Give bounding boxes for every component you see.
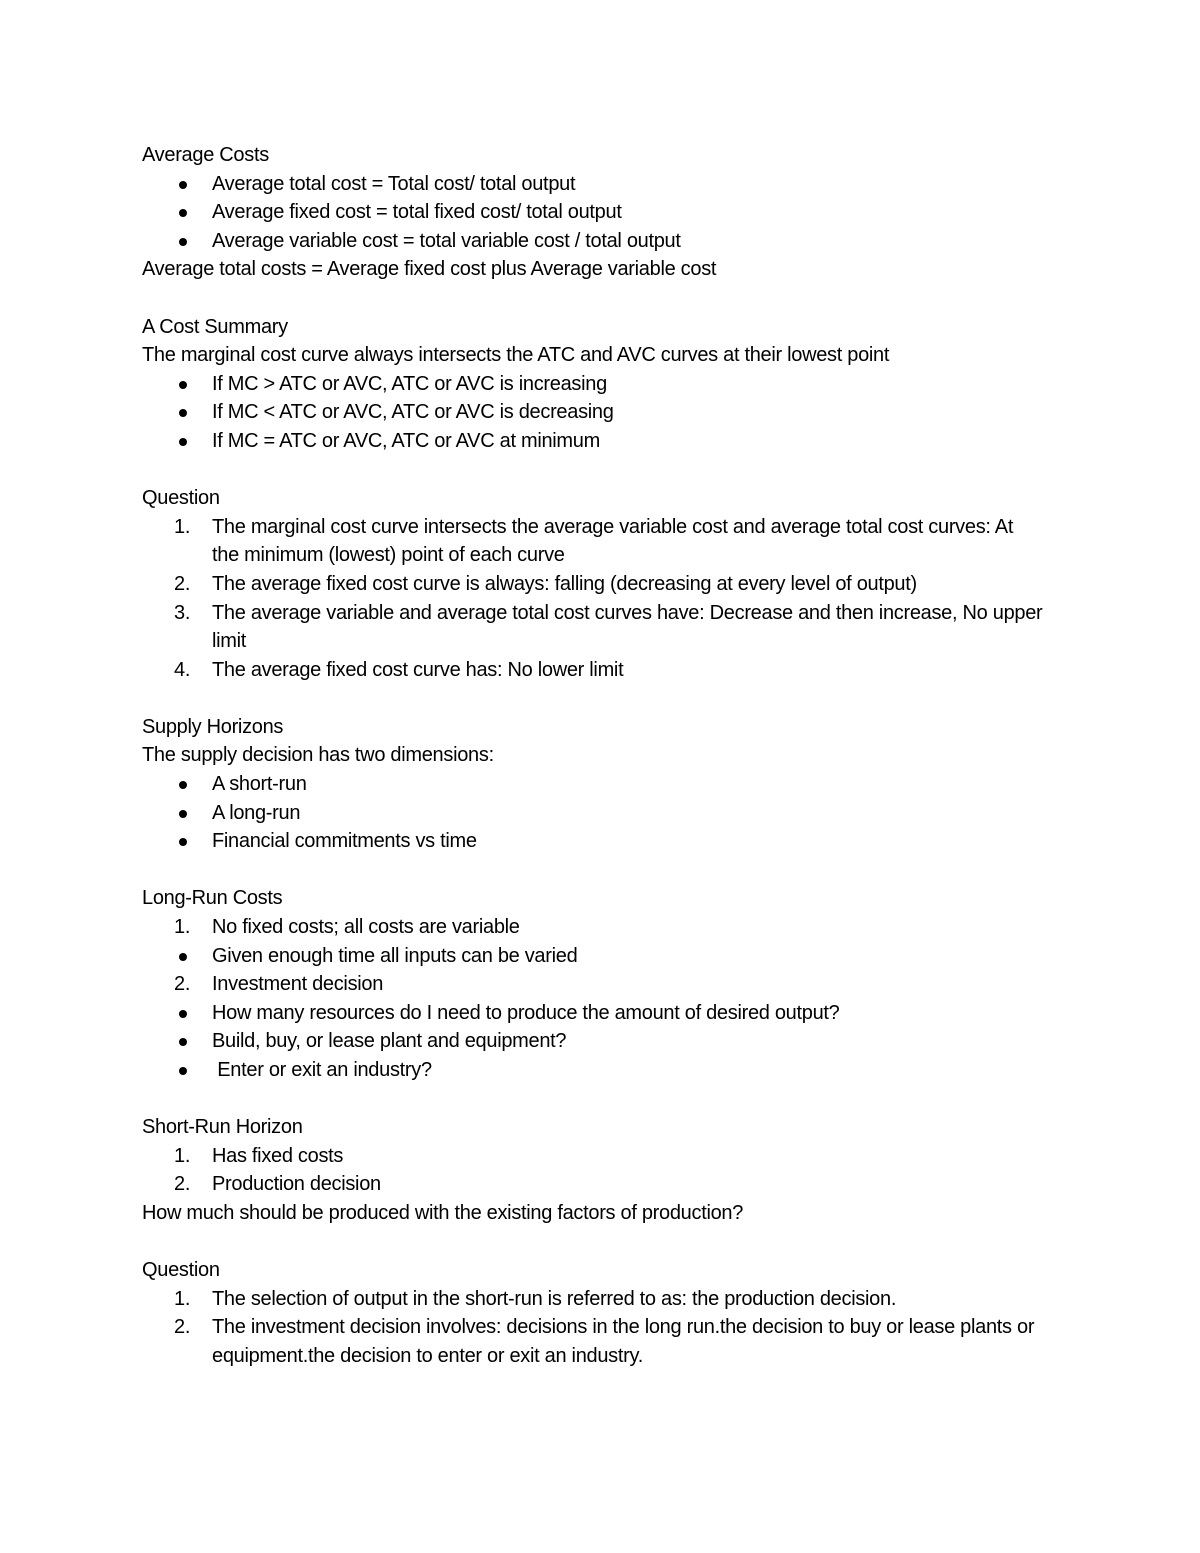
paragraph: The supply decision has two dimensions: xyxy=(142,744,494,767)
list-number: 4. xyxy=(174,658,191,681)
bullet-icon xyxy=(179,781,187,789)
list-item: If MC > ATC or AVC, ATC or AVC is increasing xyxy=(142,370,1072,399)
list-item: 2. Production decision xyxy=(142,1170,1072,1199)
list-number: 1. xyxy=(174,1287,191,1310)
list-item: A long-run xyxy=(142,799,1072,828)
list-item: Given enough time all inputs can be varied xyxy=(142,942,1072,971)
document-page xyxy=(142,141,1072,1371)
bullet-icon xyxy=(179,810,187,818)
list-item: 2. The investment decision involves: decisions in the long run.the decision to buy or lease plants or equipment.the decision to enter or exit an industry. xyxy=(142,1313,1072,1370)
list-item: If MC < ATC or AVC, ATC or AVC is decreasing xyxy=(142,398,1072,427)
bullet-icon xyxy=(179,953,187,961)
bullet-icon xyxy=(179,409,187,417)
list-item: 4. The average fixed cost curve has: No lower limit xyxy=(142,656,1072,685)
list-number: 3. xyxy=(174,601,191,624)
bullet-icon xyxy=(179,238,187,246)
list-item: Average variable cost = total variable cost / total output xyxy=(142,227,1072,256)
list-item: Average total cost = Total cost/ total output xyxy=(142,170,1072,199)
paragraph: Average total costs = Average fixed cost plus Average variable cost xyxy=(142,258,717,281)
list-number: 2. xyxy=(174,1173,191,1196)
bullet-icon xyxy=(179,438,187,446)
list-item: Average fixed cost = total fixed cost/ total output xyxy=(142,198,1072,227)
list-item: 1. Has fixed costs xyxy=(142,1142,1072,1171)
list-number: 1. xyxy=(174,1144,191,1167)
section-heading-question: Question xyxy=(142,487,220,510)
list-number: 1. xyxy=(174,515,191,538)
section-heading-supply-horizons: Supply Horizons xyxy=(142,715,284,738)
bullet-icon xyxy=(179,381,187,389)
list-item: Enter or exit an industry? xyxy=(142,1056,1072,1085)
list-item: 1. The marginal cost curve intersects the average variable cost and average total cost curves: At the minimum (lowest) point of each curve xyxy=(142,513,1072,570)
list-item: 2. Investment decision xyxy=(142,970,1072,999)
list-item: Build, buy, or lease plant and equipment? xyxy=(142,1027,1072,1056)
list-item: Financial commitments vs time xyxy=(142,827,1072,856)
section-heading-long-run-costs: Long-Run Costs xyxy=(142,887,283,910)
list-number: 1. xyxy=(174,916,191,939)
list-item: 1. No fixed costs; all costs are variable xyxy=(142,913,1072,942)
section-heading-average-costs: Average Costs xyxy=(142,144,269,166)
list-item: A short-run xyxy=(142,770,1072,799)
paragraph: How much should be produced with the existing factors of production? xyxy=(142,1201,744,1224)
section-heading-short-run-horizon: Short-Run Horizon xyxy=(142,1116,303,1139)
bullet-icon xyxy=(179,209,187,217)
bullet-icon xyxy=(179,838,187,846)
section-heading-cost-summary: A Cost Summary xyxy=(142,315,288,338)
list-item: 3. The average variable and average total cost curves have: Decrease and then increase, No upper limit xyxy=(142,599,1072,656)
paragraph: The marginal cost curve always intersects the ATC and AVC curves at their lowest point xyxy=(142,344,890,367)
list-number: 2. xyxy=(174,1316,191,1339)
list-item: If MC = ATC or AVC, ATC or AVC at minimum xyxy=(142,427,1072,456)
list-number: 2. xyxy=(174,973,191,996)
list-item: 1. The selection of output in the short-run is referred to as: the production decision. xyxy=(142,1285,1072,1314)
list-item: 2. The average fixed cost curve is always: falling (decreasing at every level of output) xyxy=(142,570,1072,599)
bullet-icon xyxy=(179,181,187,189)
bullet-icon xyxy=(179,1067,187,1075)
bullet-icon xyxy=(179,1038,187,1046)
list-number: 2. xyxy=(174,572,191,595)
list-item: How many resources do I need to produce the amount of desired output? xyxy=(142,999,1072,1028)
bullet-icon xyxy=(179,1010,187,1018)
section-heading-question: Question xyxy=(142,1259,220,1282)
